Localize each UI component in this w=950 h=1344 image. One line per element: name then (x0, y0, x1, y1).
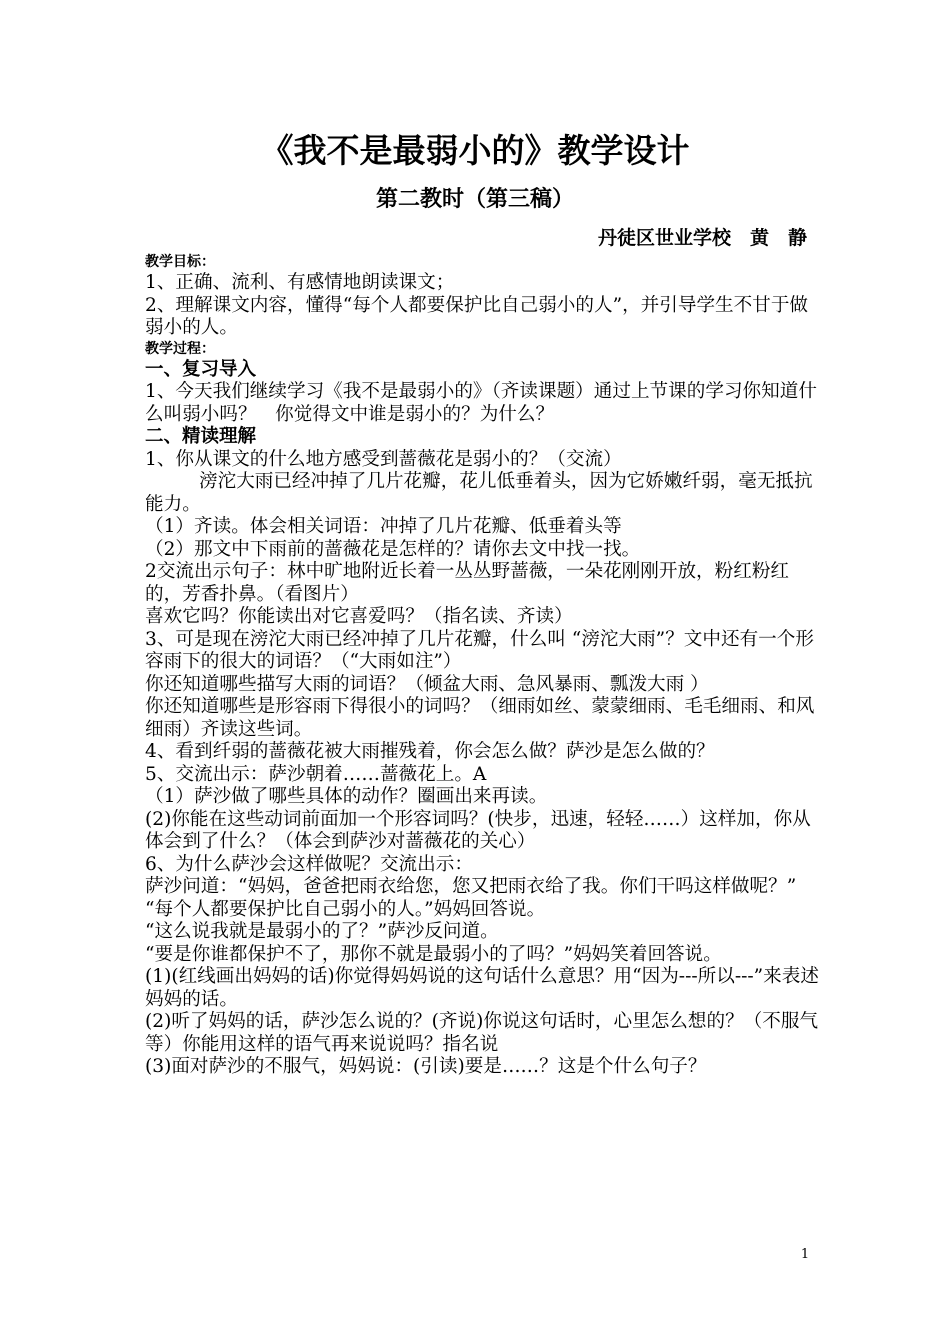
body-paragraph: 滂沱大雨已经冲掉了几片花瓣，花儿低垂着头，因为它娇嫩纤弱，毫无抵抗能力。 (145, 471, 813, 515)
section-label: 教学目标： (145, 254, 215, 270)
body-paragraph: （2）那文中下雨前的蔷薇花是怎样的？请你去文中找一找。 (145, 538, 641, 560)
body-paragraph: 喜欢它吗？你能读出对它喜爱吗？（指名读、齐读） (145, 606, 573, 627)
document-author: 丹徒区世业学校 黄 静 (597, 227, 807, 249)
body-paragraph: 1、今天我们继续学习《我不是最弱小的》（齐读课题）通过上节课的学习你知道什么叫弱小吗？ 你觉得文中谁是弱小的？为什么？ (145, 381, 817, 425)
body-paragraph: 1、你从课文的什么地方感受到蔷薇花是弱小的？（交流） (145, 448, 622, 470)
body-paragraph: 萨沙问道：“妈妈，爸爸把雨衣给您，您又把雨衣给了我。你们干吗这样做呢？” (145, 876, 797, 897)
section-heading: 一、复习导入 (145, 358, 257, 380)
body-paragraph: 6、为什么萨沙会这样做呢？交流出示： (145, 853, 473, 875)
body-paragraph: (1)(红线画出妈妈的话)你觉得妈妈说的这句话什么意思？用“因为---所以---”来表述妈妈的话。 (145, 966, 819, 1010)
body-paragraph: (3)面对萨沙的不服气，妈妈说：(引读)要是……？这是个什么句子？ (145, 1056, 707, 1077)
section-heading: 二、精读理解 (145, 426, 257, 447)
document-subtitle: 第二教时（第三稿） (375, 187, 574, 212)
body-paragraph: （1）萨沙做了哪些具体的动作？圈画出来再读。 (145, 786, 548, 807)
body-paragraph: 5、交流出示：萨沙朝着……蔷薇花上。A (145, 763, 487, 785)
body-paragraph: (2)你能在这些动词前面加一个形容词吗？(快步，迅速，轻轻……）这样加，你从体会到了什么？（体会到萨沙对蔷薇花的关心） (145, 808, 811, 852)
body-paragraph: 2交流出示句子：林中旷地附近长着一丛丛野蔷薇，一朵花刚刚开放，粉红粉红的，芳香扑鼻。（看图片） (145, 561, 790, 605)
body-paragraph: 3、可是现在滂沱大雨已经冲掉了几片花瓣，什么叫 “滂沱大雨”？文中还有一个形容雨下的很大的词语？（“大雨如注”） (145, 628, 814, 672)
document-body (145, 253, 820, 1079)
body-paragraph: “要是你谁都保护不了，那你不就是最弱小的了吗？”妈妈笑着回答说。 (145, 943, 722, 965)
body-paragraph: 4、看到纤弱的蔷薇花被大雨摧残着，你会怎么做？萨沙是怎么做的？ (145, 741, 715, 762)
body-paragraph: (2)听了妈妈的话，萨沙怎么说的？(齐说)你说这句话时，心里怎么想的？（不服气等）你能用这样的语气再来说说吗？指名说 (145, 1011, 819, 1055)
body-paragraph: 1、正确、流利、有感情地朗读课文； (145, 272, 455, 293)
body-paragraph: 你还知道哪些描写大雨的词语？（倾盆大雨、急风暴雨、瓢泼大雨 ） (145, 673, 709, 695)
page-number: 1 (800, 1247, 810, 1262)
section-label: 教学过程： (145, 340, 215, 357)
body-paragraph: （1）齐读。体会相关词语：冲掉了几片花瓣、低垂着头等 (145, 516, 622, 537)
body-paragraph: “每个人都要保护比自己弱小的人。”妈妈回答说。 (145, 898, 546, 920)
document-title: 《我不是最弱小的》教学设计 (260, 131, 690, 170)
body-paragraph: 2、理解课文内容，懂得“每个人都要保护比自己弱小的人”，并引导学生不甘于做弱小的人。 (145, 294, 809, 338)
body-paragraph: 你还知道哪些是形容雨下得很小的词吗？（细雨如丝、蒙蒙细雨、毛毛细雨、和风细雨）齐读这些词。 (145, 696, 815, 740)
body-paragraph: “这么说我就是最弱小的了？”萨沙反问道。 (145, 921, 499, 942)
